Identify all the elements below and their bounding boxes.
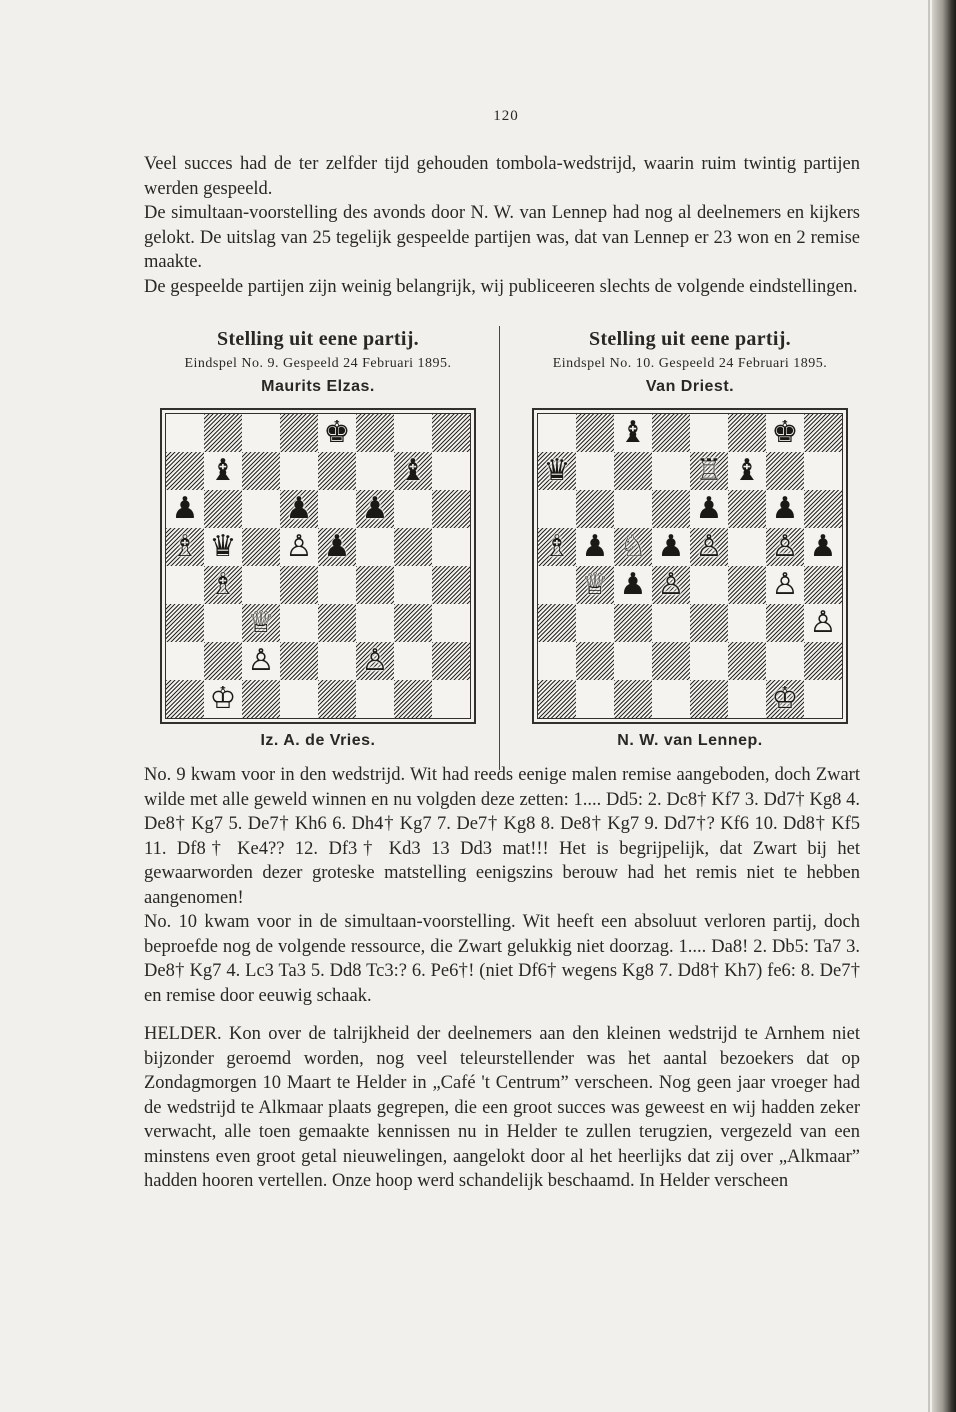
black-bishop-icon: ♝ [399, 453, 427, 488]
board-square [690, 680, 728, 718]
board-square [280, 490, 318, 528]
board-square [166, 680, 204, 718]
white-king-icon: ♔ [771, 681, 799, 716]
black-bishop-icon: ♝ [733, 453, 761, 488]
black-queen-icon: ♛ [543, 453, 571, 488]
board-square [576, 566, 614, 604]
board-square [280, 680, 318, 718]
white-queen-icon: ♕ [581, 567, 609, 602]
board-square [318, 680, 356, 718]
page-edge-line [928, 0, 930, 1412]
board-square [356, 642, 394, 680]
white-pawn-icon: ♙ [695, 529, 723, 564]
black-pawn-icon: ♟ [581, 529, 609, 564]
board-square [766, 680, 804, 718]
board-square [242, 680, 280, 718]
diagram-subheading: Eindspel No. 9. Gespeeld 24 Februari 1895. [184, 356, 452, 371]
board-square [356, 604, 394, 642]
diagram-heading: Stelling uit eene partij. [589, 328, 791, 350]
board-square [728, 642, 766, 680]
diagram-no-10 [522, 326, 858, 752]
white-king-icon: ♔ [209, 681, 237, 716]
white-pawn-icon: ♙ [809, 605, 837, 640]
white-pawn-icon: ♙ [247, 643, 275, 678]
board-square [242, 452, 280, 490]
board-square [576, 452, 614, 490]
board-square [766, 642, 804, 680]
black-pawn-icon: ♟ [809, 529, 837, 564]
intro-paragraph: De simultaan-voorstelling des avonds door N. W. van Lennep had nog al deelnemers en kijkers gelokt. De uitslag van 25 tegelijk gespeelde partijen was, dat van Lennep er 23 won en 2 remise maakte. [144, 203, 860, 272]
board-square [356, 680, 394, 718]
board-square [766, 490, 804, 528]
board-square [318, 642, 356, 680]
board-square [652, 566, 690, 604]
board-square [652, 680, 690, 718]
black-queen-icon: ♛ [209, 529, 237, 564]
black-pawn-icon: ♟ [171, 491, 199, 526]
board-square [614, 490, 652, 528]
board-square [242, 414, 280, 452]
board-square [394, 414, 432, 452]
board-square [432, 566, 470, 604]
board-square [242, 490, 280, 528]
board-square [804, 528, 842, 566]
board-square [204, 490, 242, 528]
intro-text [144, 152, 860, 299]
board-square [394, 680, 432, 718]
white-knight-icon: ♘ [619, 529, 647, 564]
chess-board [537, 413, 843, 719]
game-9-commentary: No. 9 kwam voor in den wedstrijd. Wit had reeds eenige malen remise aangeboden, doch Zwart wilde met alle geweld winnen en nu volgden deze zetten: 1.... Dd5: 2. Dc8† Kf7 3. Dd7† Kg8 4. De8† Kg7 5. De7† Kh6 6. Dh4† Kg7 7. De7† Kg8 8. De8† Kg7 9. Dd7†? Kf6 10. Dd8† Kf5 11. Df8† Ke4?? 12. Df3† Kd3 13 Dd3 mat!!! Het is begrijpelijk, dat Zwart bij het gewaarworden dezer groteske matstelling eenigszins berouw had het remis niet te hebben aangenomen! [144, 765, 860, 908]
board-square [394, 566, 432, 604]
game-10-commentary: No. 10 kwam voor in de simultaan-voorstelling. Wit heeft een absoluut verloren partij, doch beproefde nog de volgende ressource, die Zwart gelukkig niet doorzag. 1.... Da8! 2. Db5: Ta7 3. De8† Kg7 4. Lc3 Ta3 5. Dd8 Tc3:? 6. Pe6†! (niet Df6† wegens Kg8 7. Dd8† Kh7) fe6: 8. De7† en remise door eeuwig schaak. [144, 912, 860, 1006]
board-square [280, 452, 318, 490]
board-square [728, 680, 766, 718]
chess-board-frame [160, 408, 476, 724]
board-square [356, 452, 394, 490]
black-king-icon: ♚ [323, 415, 351, 450]
board-square [280, 566, 318, 604]
board-square [614, 528, 652, 566]
chess-board [165, 413, 471, 719]
board-square [538, 452, 576, 490]
board-square [204, 414, 242, 452]
white-pawn-icon: ♙ [285, 529, 313, 564]
board-square [280, 528, 318, 566]
board-square [204, 642, 242, 680]
board-square [690, 452, 728, 490]
board-square [804, 566, 842, 604]
helder-section [144, 1022, 860, 1194]
board-square [394, 452, 432, 490]
black-pawn-icon: ♟ [285, 491, 313, 526]
board-square [394, 528, 432, 566]
board-square [804, 452, 842, 490]
board-square [538, 566, 576, 604]
board-square [356, 528, 394, 566]
board-square [728, 528, 766, 566]
board-square [166, 642, 204, 680]
board-square [394, 604, 432, 642]
board-square [432, 604, 470, 642]
board-square [394, 490, 432, 528]
board-square [766, 414, 804, 452]
board-square [576, 528, 614, 566]
board-square [728, 604, 766, 642]
board-square [318, 490, 356, 528]
black-pawn-icon: ♟ [619, 567, 647, 602]
intro-paragraph: Veel succes had de ter zelfder tijd gehouden tombola-wedstrijd, waarin ruim twintig partijen werden gespeeld. [144, 154, 860, 199]
page-number: 120 [493, 108, 519, 124]
board-square [576, 414, 614, 452]
black-king-icon: ♚ [771, 415, 799, 450]
black-pawn-icon: ♟ [323, 529, 351, 564]
diagram-subheading: Eindspel No. 10. Gespeeld 24 Februari 1895. [552, 356, 828, 371]
board-square [318, 452, 356, 490]
board-square [356, 490, 394, 528]
board-square [280, 604, 318, 642]
board-square [432, 452, 470, 490]
black-pawn-icon: ♟ [361, 491, 389, 526]
board-square [204, 566, 242, 604]
white-bishop-icon: ♗ [543, 529, 571, 564]
black-player-name: Maurits Elzas. [261, 378, 375, 395]
white-bishop-icon: ♗ [171, 529, 199, 564]
board-square [766, 566, 804, 604]
board-square [728, 414, 766, 452]
white-player-name: N. W. van Lennep. [617, 732, 763, 749]
board-square [280, 642, 318, 680]
intro-paragraph: De gespeelde partijen zijn weinig belangrijk, wij publiceeren slechts de volgende eindstellingen. [144, 276, 858, 297]
board-square [318, 528, 356, 566]
board-square [204, 528, 242, 566]
white-player-name: Iz. A. de Vries. [260, 732, 376, 749]
column-divider [499, 326, 500, 770]
board-square [204, 452, 242, 490]
helder-paragraph: HELDER. Kon over de talrijkheid der deelnemers aan den kleinen wedstrijd te Arnhem niet bijzonder geroemd worden, nog veel teleurstellender was het aantal bezoekers dat op Zondagmorgen 10 Maart te Helder in „Café 't Centrum” verscheen. Nog geen jaar vroeger had de wedstrijd te Alkmaar plaats gegrepen, die een groot succes was geweest en wij hadden zeker verwacht, alle toen gemaakte kennissen nu in Helder te zullen terugzien, vergezeld van een minstens even groot getal nieuwelingen, aangelokt door al het heerlijks dat zij over „Alkmaar” hadden hooren vertellen. Onze hoop werd schandelijk beschaamd. In Helder verscheen [144, 1024, 860, 1191]
board-square [318, 566, 356, 604]
board-square [766, 604, 804, 642]
board-square [166, 490, 204, 528]
board-square [576, 642, 614, 680]
white-bishop-icon: ♗ [209, 567, 237, 602]
board-square [432, 680, 470, 718]
board-square [538, 528, 576, 566]
black-pawn-icon: ♟ [695, 491, 723, 526]
board-square [432, 528, 470, 566]
board-square [690, 642, 728, 680]
board-square [804, 414, 842, 452]
board-square [242, 642, 280, 680]
board-square [538, 680, 576, 718]
board-square [166, 566, 204, 604]
board-square [804, 642, 842, 680]
board-square [576, 604, 614, 642]
board-square [576, 490, 614, 528]
board-square [766, 452, 804, 490]
games-commentary [144, 763, 860, 1008]
board-square [804, 604, 842, 642]
black-bishop-icon: ♝ [619, 415, 647, 450]
white-pawn-icon: ♙ [657, 567, 685, 602]
board-square [318, 414, 356, 452]
board-square [652, 414, 690, 452]
diagram-no-9 [150, 326, 486, 752]
black-pawn-icon: ♟ [657, 529, 685, 564]
board-square [614, 680, 652, 718]
chess-board-frame [532, 408, 848, 724]
board-square [690, 604, 728, 642]
board-square [538, 414, 576, 452]
black-player-name: Van Driest. [645, 378, 735, 395]
board-square [166, 528, 204, 566]
board-square [652, 528, 690, 566]
board-square [652, 490, 690, 528]
board-square [204, 680, 242, 718]
board-square [576, 680, 614, 718]
board-square [204, 604, 242, 642]
board-square [242, 566, 280, 604]
board-square [166, 414, 204, 452]
board-square [690, 566, 728, 604]
page-edge [932, 0, 956, 1412]
white-pawn-icon: ♙ [771, 567, 799, 602]
board-square [614, 452, 652, 490]
board-square [432, 490, 470, 528]
board-square [432, 642, 470, 680]
board-square [614, 566, 652, 604]
board-square [394, 642, 432, 680]
board-square [804, 680, 842, 718]
board-square [242, 528, 280, 566]
board-square [280, 414, 318, 452]
board-square [356, 566, 394, 604]
board-square [690, 490, 728, 528]
board-square [652, 604, 690, 642]
white-pawn-icon: ♙ [361, 643, 389, 678]
white-rook-icon: ♖ [695, 453, 723, 488]
board-square [538, 604, 576, 642]
diagram-heading: Stelling uit eene partij. [217, 328, 419, 350]
board-square [804, 490, 842, 528]
board-square [538, 490, 576, 528]
board-square [614, 604, 652, 642]
board-square [538, 642, 576, 680]
board-square [318, 604, 356, 642]
board-square [728, 490, 766, 528]
white-pawn-icon: ♙ [771, 529, 799, 564]
board-square [652, 642, 690, 680]
board-square [766, 528, 804, 566]
board-square [690, 414, 728, 452]
board-square [652, 452, 690, 490]
board-square [728, 566, 766, 604]
board-square [614, 642, 652, 680]
board-square [242, 604, 280, 642]
board-square [356, 414, 394, 452]
board-square [728, 452, 766, 490]
black-pawn-icon: ♟ [771, 491, 799, 526]
board-square [614, 414, 652, 452]
black-bishop-icon: ♝ [209, 453, 237, 488]
board-square [166, 604, 204, 642]
white-queen-icon: ♕ [247, 605, 275, 640]
board-square [690, 528, 728, 566]
board-square [432, 414, 470, 452]
board-square [166, 452, 204, 490]
